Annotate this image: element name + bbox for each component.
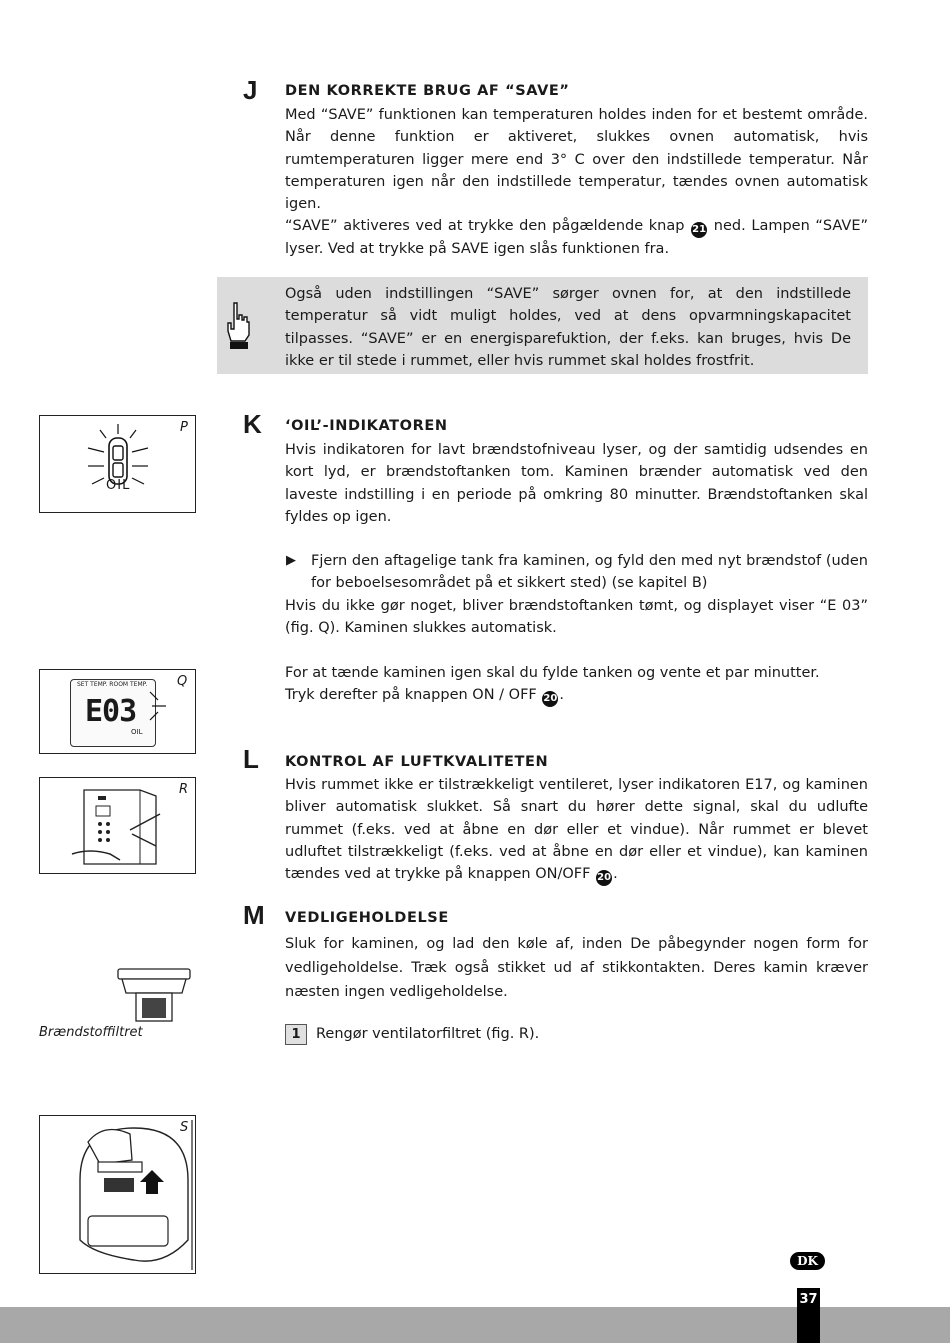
display-value: E03 [85, 694, 137, 729]
figure-r-heater-back [39, 777, 196, 874]
oil-caption: OIL [106, 478, 131, 493]
step-number: 1 [285, 1024, 307, 1045]
oil-indicator-icon [84, 422, 154, 508]
section-k-text-end: . [559, 687, 564, 704]
section-j-paragraph: Med “SAVE” funktionen kan temperaturen holdes inden for et bestemt område. Når denne funktion er aktiveret, slukkes ovnen automatisk, hvis rumtemperaturen ligger mere end 3° C over den indstillede temperatur. Når temperaturen igen når den indstillede temperatur, tændes ovnen automatisk igen. [285, 107, 868, 213]
fuel-filter-illustration [112, 965, 196, 1025]
section-heading-maintenance: VEDLIGEHOLDELSE [285, 910, 449, 926]
reference-number-badge: 21 [691, 222, 707, 238]
section-j-paragraph-2 [285, 215, 868, 260]
section-l-text-end: . [613, 866, 618, 883]
lcd-display [70, 679, 156, 747]
filter-removal-illustration [74, 1120, 194, 1270]
figure-q-display [39, 669, 196, 754]
blink-rays-icon [148, 686, 172, 726]
section-heading-save: DEN KORREKTE BRUG AF “SAVE” [285, 83, 570, 99]
pointing-hand-icon [225, 301, 251, 355]
filter-caption: Brændstoffiltret [39, 1025, 143, 1040]
reference-number-badge: 20 [542, 691, 558, 707]
section-l-body [285, 774, 868, 886]
note-box [217, 277, 868, 374]
section-m-paragraph: Sluk for kaminen, og lad den køle af, inden De påbegynder nogen form for vedligeholdelse. Træk også stikket ud af stikkontakten. Deres kamin kræver næsten ingen vedligeholdelse. [285, 936, 868, 1000]
section-letter-l: L [243, 744, 259, 774]
section-letter-j: J [243, 75, 258, 105]
maintenance-step-1 [285, 1024, 539, 1045]
section-j-text-cont: ned. Lampen “SAVE” lyser. Ved at trykke på SAVE igen slås funktionen fra. [285, 218, 868, 258]
section-k-bullet: Fjern den aftagelige tank fra kaminen, og fyld den med nyt brændstof (uden for beboelsesområdet på et sikkert sted) (se kapitel B) [311, 553, 868, 592]
language-badge: DK [790, 1252, 825, 1270]
page-number: 37 [797, 1288, 820, 1343]
reference-number-badge: 20 [596, 870, 612, 886]
figure-label: S [180, 1120, 189, 1135]
section-j-text: “SAVE” aktiveres ved at trykke den pågældende knap [285, 218, 685, 235]
display-oil-caption: OIL [131, 728, 143, 736]
figure-label: P [180, 420, 188, 435]
section-j-body [285, 104, 868, 261]
figure-s-filter-removal [39, 1115, 196, 1274]
section-heading-oil: ‘OIL’-INDIKATOREN [285, 418, 448, 434]
section-l-text: Hvis rummet ikke er tilstrækkeligt ventileret, lyser indikatoren E17, og kaminen bliver automatisk slukket. Så snart du hører dette signal, skal du udlufte rummet (f.eks. ved at åbne en dør eller et vindue). Når rummet er blevet udluftet tilstrækkeligt (f.eks. ved at åbne en dør eller et vindue), kan kaminen tændes ved at trykke på knappen ON/OFF [285, 777, 868, 883]
bullet-arrow-icon: ▶ [286, 553, 296, 568]
heater-back-illustration [70, 784, 170, 870]
section-letter-m: M [243, 900, 265, 930]
section-k-paragraph-3 [285, 662, 868, 707]
section-k-paragraph-2: Hvis du ikke gør noget, bliver brændstoftanken tømt, og displayet viser “E 03” (fig. Q). Kaminen slukkes automatisk. [285, 598, 868, 637]
section-k-paragraph: Hvis indikatoren for lavt brændstofniveau lyser, og der samtidig udsendes en kort lyd, er brændstoftanken tom. Kaminen brænder automatisk ved den laveste indstilling i en periode på omkring 80 minutter. Brændstoftanken skal fyldes op igen. [285, 442, 868, 525]
section-k-text-start: Tryk derefter på knappen ON / OFF [285, 687, 537, 704]
section-k-body [285, 439, 868, 528]
figure-label: Q [177, 674, 188, 689]
section-k-text-2 [285, 684, 868, 707]
step-text: Rengør ventilatorfiltret (fig. R). [316, 1026, 540, 1042]
section-heading-air-quality: KONTROL AF LUFTKVALITETEN [285, 754, 549, 770]
note-text: Også uden indstillingen “SAVE” sørger ovnen for, at den indstillede temperatur så vidt muligt holdes, ved at dens opvarmningskapacitet tilpasses. “SAVE” er en energisparefuktion, der f.eks. kan bruges, hvis De ikke er til stede i rummet, eller hvis rummet skal holdes frostfrit. [285, 286, 851, 369]
display-header: SET TEMP. ROOM TEMP. [77, 681, 148, 688]
section-k-text: For at tænde kaminen igen skal du fylde tanken og vente et par minutter. [285, 665, 820, 681]
figure-p-oil-indicator [39, 415, 196, 513]
figure-label: R [179, 782, 189, 797]
section-letter-k: K [243, 409, 262, 439]
